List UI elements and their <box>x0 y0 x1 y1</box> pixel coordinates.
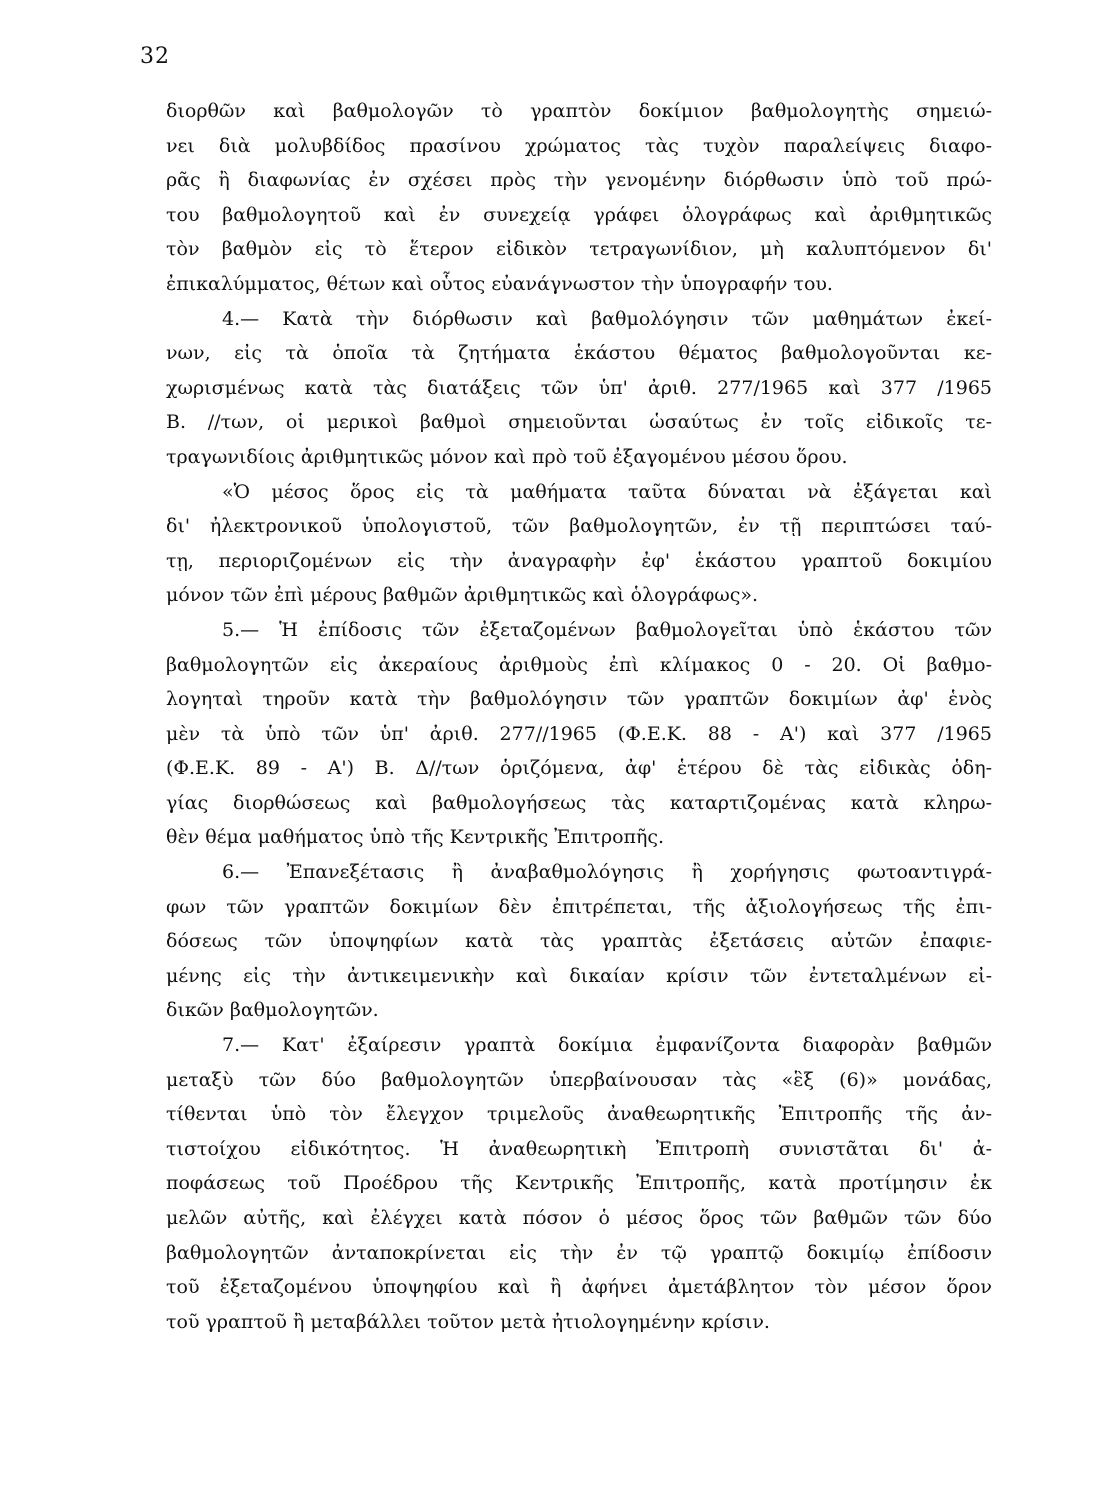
page-number: 32 <box>140 44 170 69</box>
paragraph-continuation <box>166 94 992 302</box>
text-line: ποφάσεως τοῦ Προέδρου τῆς Κεντρικῆς Ἐπιτροπῆς, κατὰ προτίμησιν ἐκ <box>166 1172 992 1195</box>
text-line: γίας διορθώσεως καὶ βαθμολογήσεως τὰς καταρτιζομένας κατὰ κληρω- <box>166 791 992 814</box>
text-line: του βαθμολογητοῦ καὶ ἐν συνεχείᾳ γράφει ὁλογράφως καὶ ἀριθμητικῶς <box>166 203 992 226</box>
text-line: φων τῶν γραπτῶν δοκιμίων δὲν ἐπιτρέπεται, τῆς ἀξιολογήσεως τῆς ἐπι- <box>166 895 992 918</box>
paragraph-quote <box>166 475 992 613</box>
text-line: Β. //των, οἱ μερικοὶ βαθμοὶ σημειοῦνται ὡσαύτως ἐν τοῖς εἰδικοῖς τε- <box>166 411 992 434</box>
text-line: νει διὰ μολυβδίδος πρασίνου χρώματος τὰς τυχὸν παραλείψεις διαφο- <box>166 134 992 157</box>
text-line: τίθενται ὑπὸ τὸν ἔλεγχον τριμελοῦς ἀναθεωρητικῆς Ἐπιτροπῆς τῆς ἀν- <box>166 1103 992 1126</box>
text-line: «Ὁ μέσος ὅρος εἰς τὰ μαθήματα ταῦτα δύναται νὰ ἐξάγεται καὶ <box>222 480 992 503</box>
text-line: τραγωνιδίοις ἀριθμητικῶς μόνον καὶ πρὸ τοῦ ἐξαγομένου μέσου ὅρου. <box>166 445 848 468</box>
text-line: τῃ, περιοριζομένων εἰς τὴν ἀναγραφὴν ἐφ' ἑκάστου γραπτοῦ δοκιμίου <box>166 549 992 572</box>
paragraph-item-6 <box>166 855 992 1028</box>
paragraph-item-5 <box>166 613 992 855</box>
text-line: μένης εἰς τὴν ἀντικειμενικὴν καὶ δικαίαν κρίσιν τῶν ἐντεταλμένων εἰ- <box>166 964 992 987</box>
text-line: διορθῶν καὶ βαθμολογῶν τὸ γραπτὸν δοκίμιον βαθμολογητὴς σημειώ- <box>166 100 992 122</box>
text-line: τιστοίχου εἰδικότητος. Ἡ ἀναθεωρητικὴ Ἐπιτροπὴ συνιστᾶται δι' ἀ- <box>166 1137 992 1160</box>
text-line: 6.— Ἐπανεξέτασις ἢ ἀναβαθμολόγησις ἢ χορήγησις φωτοαντιγρά- <box>222 861 992 884</box>
text-line: τοῦ γραπτοῦ ἢ μεταβάλλει τοῦτον μετὰ ἠτιολογημένην κρίσιν. <box>166 1310 770 1333</box>
text-line: 4.— Κατὰ τὴν διόρθωσιν καὶ βαθμολόγησιν τῶν μαθημάτων ἐκεί- <box>222 307 992 330</box>
paragraph-item-4 <box>166 302 992 475</box>
text-line: μὲν τὰ ὑπὸ τῶν ὑπ' ἀριθ. 277//1965 (Φ.Ε.Κ. 88 - Α') καὶ 377 /1965 <box>166 722 992 745</box>
text-line: μεταξὺ τῶν δύο βαθμολογητῶν ὑπερβαίνουσαν τὰς «ἓξ (6)» μονάδας, <box>166 1068 992 1091</box>
text-line: νων, εἰς τὰ ὁποῖα τὰ ζητήματα ἑκάστου θέματος βαθμολογοῦνται κε- <box>166 342 992 365</box>
paragraph-item-7 <box>166 1028 992 1339</box>
text-line: τοῦ ἐξεταζομένου ὑποψηφίου καὶ ἢ ἀφήνει ἀμετάβλητον τὸν μέσον ὅρον <box>166 1276 992 1299</box>
text-line: δόσεως τῶν ὑποψηφίων κατὰ τὰς γραπτὰς ἐξετάσεις αὐτῶν ἐπαφιε- <box>166 930 992 953</box>
text-line: μόνον τῶν ἐπὶ μέρους βαθμῶν ἀριθμητικῶς καὶ ὁλογράφως». <box>166 584 759 607</box>
text-line: ἐπικαλύμματος, θέτων καὶ οὗτος εὐανάγνωστον τὴν ὑπογραφήν του. <box>166 272 833 295</box>
text-line: 5.— Ἡ ἐπίδοσις τῶν ἐξεταζομένων βαθμολογεῖται ὑπὸ ἑκάστου τῶν <box>222 618 992 641</box>
text-line: μελῶν αὐτῆς, καὶ ἐλέγχει κατὰ πόσον ὁ μέσος ὅρος τῶν βαθμῶν τῶν δύο <box>166 1207 992 1229</box>
text-line: 7.— Κατ' ἐξαίρεσιν γραπτὰ δοκίμια ἐμφανίζοντα διαφορὰν βαθμῶν <box>222 1034 992 1057</box>
text-line: βαθμολογητῶν ἀνταποκρίνεται εἰς τὴν ἐν τῷ γραπτῷ δοκιμίῳ ἐπίδοσιν <box>166 1241 992 1264</box>
text-line: λογηταὶ τηροῦν κατὰ τὴν βαθμολόγησιν τῶν γραπτῶν δοκιμίων ἀφ' ἑνὸς <box>166 688 992 711</box>
text-line: (Φ.Ε.Κ. 89 - Α') Β. Δ//των ὁριζόμενα, ἀφ' ἑτέρου δὲ τὰς εἰδικὰς ὁδη- <box>166 757 992 780</box>
text-line: ρᾶς ἢ διαφωνίας ἐν σχέσει πρὸς τὴν γενομένην διόρθωσιν ὑπὸ τοῦ πρώ- <box>166 169 992 192</box>
text-line: δι' ἠλεκτρονικοῦ ὑπολογιστοῦ, τῶν βαθμολογητῶν, ἐν τῇ περιπτώσει ταύ- <box>166 515 992 538</box>
text-line: χωρισμένως κατὰ τὰς διατάξεις τῶν ὑπ' ἀριθ. 277/1965 καὶ 377 /1965 <box>166 376 992 399</box>
text-line: δικῶν βαθμολογητῶν. <box>166 999 379 1022</box>
body-text <box>166 94 992 1339</box>
text-line: τὸν βαθμὸν εἰς τὸ ἕτερον εἰδικὸν τετραγωνίδιον, μὴ καλυπτόμενον δι' <box>166 238 992 261</box>
text-line: βαθμολογητῶν εἰς ἀκεραίους ἀριθμοὺς ἐπὶ κλίμακος 0 - 20. Οἱ βαθμο- <box>166 653 992 676</box>
text-line: θὲν θέμα μαθήματος ὑπὸ τῆς Κεντρικῆς Ἐπιτροπῆς. <box>166 826 665 849</box>
